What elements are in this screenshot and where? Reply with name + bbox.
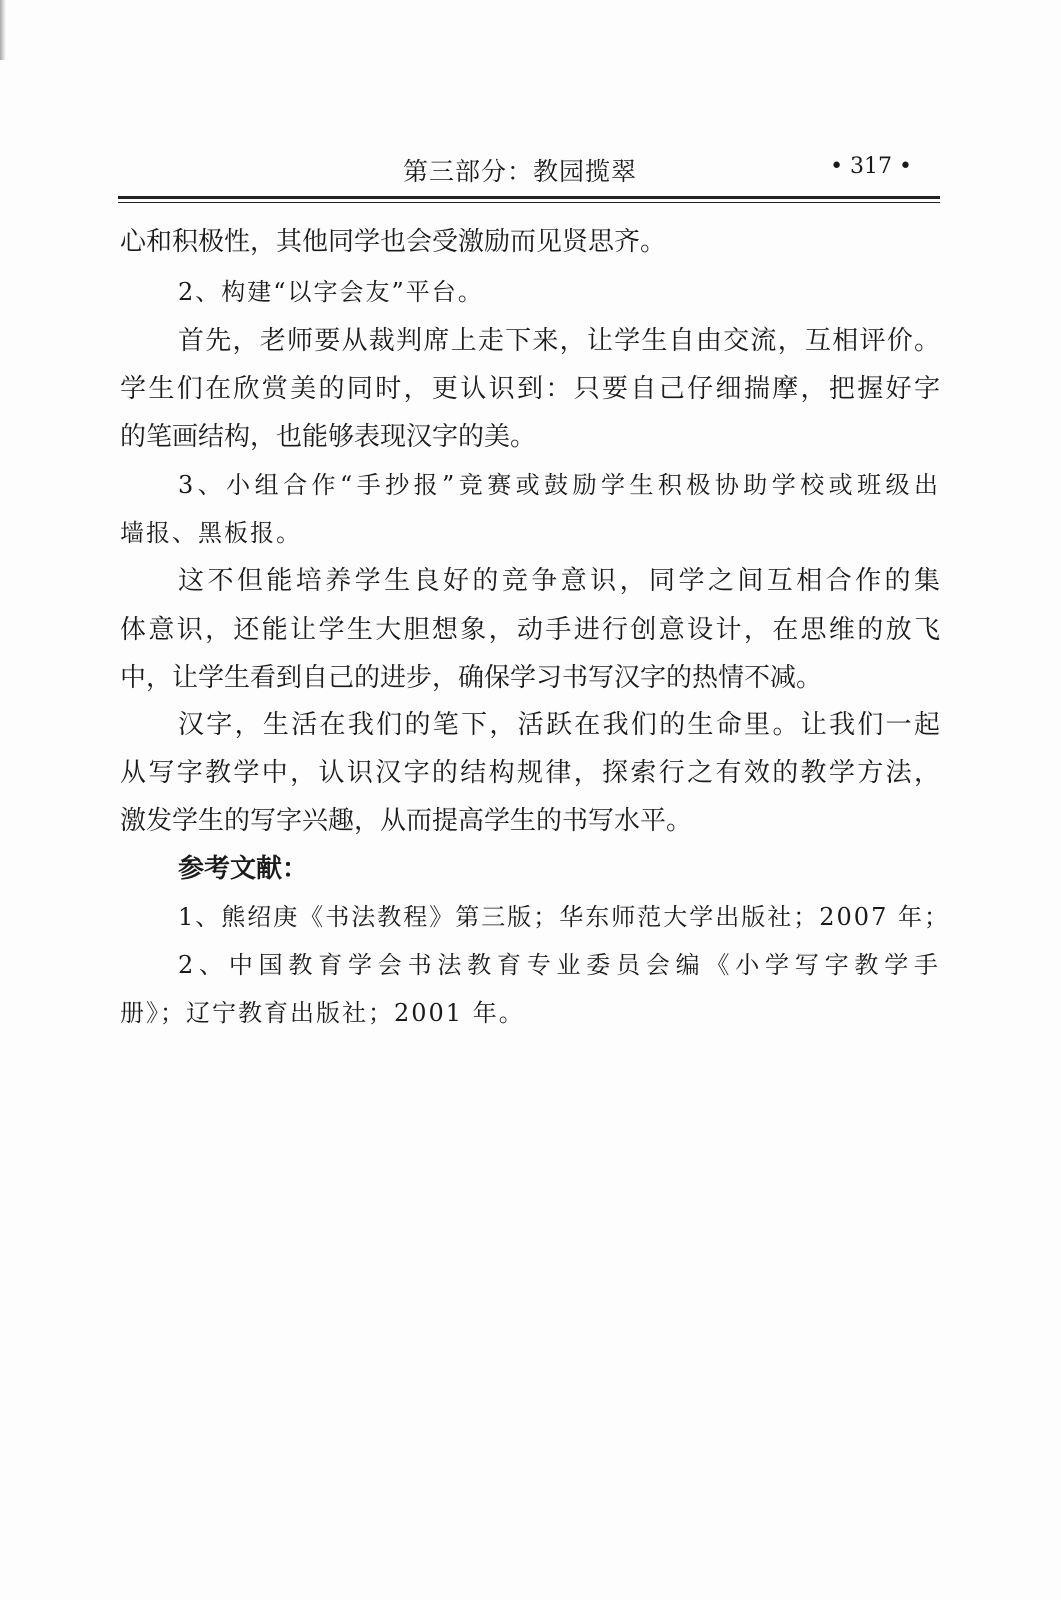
references-heading: 参考文献： xyxy=(178,854,309,884)
text-line: 激发学生的写字兴趣，从而提高学生的书写水平。 xyxy=(120,806,693,836)
text-line: 学生们在欣赏美的同时，更认识到：只要自己仔细揣摩，把握好字 xyxy=(120,374,940,404)
reference-item: 1、熊绍庚《书法教程》第三版；华东师范大学出版社；2007 年； xyxy=(178,903,950,931)
text-line: 汉字，生活在我们的笔下，活跃在我们的生命里。让我们一起 xyxy=(178,710,940,740)
scan-edge-mark xyxy=(0,0,6,60)
section-heading-continued: 墙报、黑板报。 xyxy=(120,519,302,547)
header-rule-thick xyxy=(118,196,940,199)
page-number: • 317 • xyxy=(830,154,912,179)
text-line: 的笔画结构，也能够表现汉字的美。 xyxy=(120,422,537,452)
section-heading: 2、构建“以字会友”平台。 xyxy=(178,278,484,306)
header-title: 第三部分：教园揽翠 xyxy=(403,157,638,186)
text-line: 心和积极性，其他同学也会受激励而见贤思齐。 xyxy=(120,227,667,257)
text-line: 从写字教学中，认识汉字的结构规律，探索行之有效的教学方法， xyxy=(120,758,940,788)
header-rule-thin xyxy=(118,202,940,203)
reference-item-continued: 册》；辽宁教育出版社；2001 年。 xyxy=(120,999,525,1027)
section-heading: 3、小组合作“手抄报”竞赛或鼓励学生积极协助学校或班级出 xyxy=(178,471,940,499)
text-line: 中，让学生看到自己的进步，确保学习书写汉字的热情不减。 xyxy=(120,663,823,693)
text-line: 首先，老师要从裁判席上走下来，让学生自由交流，互相评价。 xyxy=(178,326,940,356)
text-line: 体意识，还能让学生大胆想象，动手进行创意设计，在思维的放飞 xyxy=(120,615,940,645)
reference-item: 2、中国教育学会书法教育专业委员会编《小学写字教学手 xyxy=(178,951,940,979)
running-header xyxy=(118,150,940,190)
text-line: 这不但能培养学生良好的竞争意识，同学之间互相合作的集 xyxy=(178,566,940,596)
